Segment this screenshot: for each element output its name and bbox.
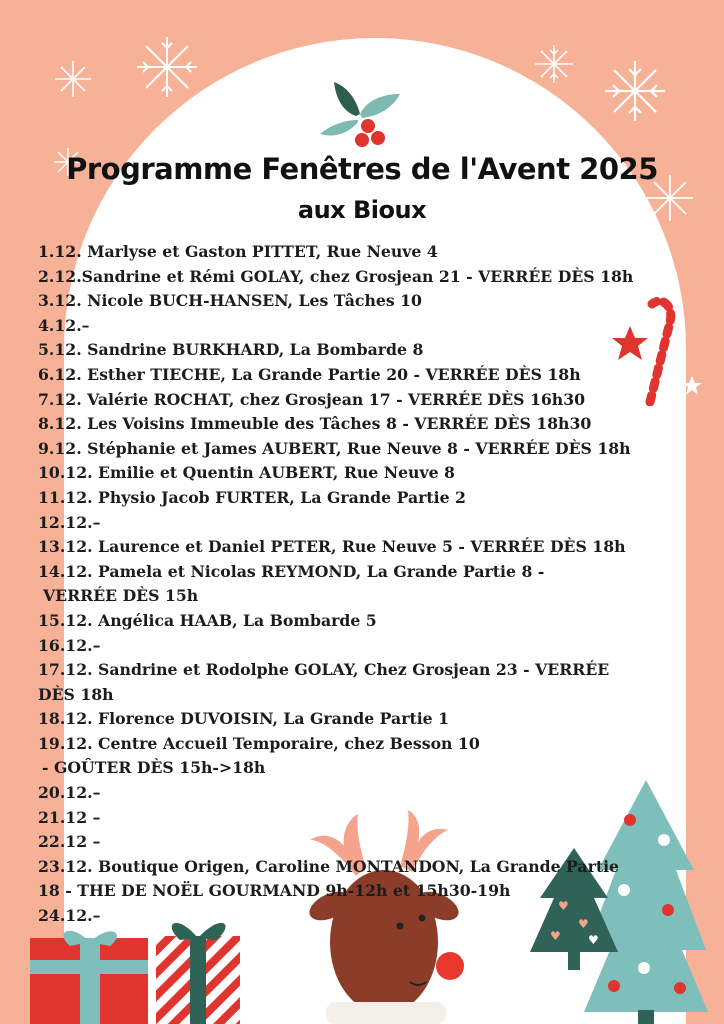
list-item: 18.12. Florence DUVOISIN, La Grande Partie 1	[38, 709, 450, 729]
list-item: 16.12.–	[38, 635, 101, 655]
list-item: 1.12. Marlyse et Gaston PITTET, Rue Neuve 4	[38, 242, 438, 261]
list-item: 6.12. Esther TIECHE, La Grande Partie 20 - VERRÉE DÈS 18h	[38, 364, 581, 384]
advent-schedule-list	[38, 240, 708, 929]
list-item: 11.12. Physio Jacob FURTER, La Grande Partie 2	[38, 487, 466, 507]
page-subtitle: aux Bioux	[297, 196, 427, 224]
list-item: 24.12.–	[38, 906, 101, 926]
list-item: 2.12.Sandrine et Rémi GOLAY, chez Grosjean 21 - VERRÉE DÈS 18h	[38, 266, 634, 286]
list-item: 9.12. Stéphanie et James AUBERT, Rue Neuve 8 - VERRÉE DÈS 18h	[38, 438, 631, 458]
list-item-continuation: - GOÛTER DÈS 15h->18h	[42, 758, 266, 778]
list-item: 7.12. Valérie ROCHAT, chez Grosjean 17 - VERRÉE DÈS 16h30	[38, 389, 586, 409]
list-item: 21.12 –	[38, 807, 101, 827]
list-item: 10.12. Emilie et Quentin AUBERT, Rue Neuve 8	[38, 463, 455, 483]
list-item: 20.12.–	[38, 783, 101, 803]
list-item-continuation: 18 - THE DE NOËL GOURMAND 9h-12h et 15h30-19h	[38, 881, 511, 901]
list-item: 3.12. Nicole BUCH-HANSEN, Les Tâches 10	[38, 291, 422, 311]
list-item-continuation: DÈS 18h	[38, 684, 114, 704]
snowflake-icon	[134, 34, 200, 100]
list-item: 4.12.–	[38, 315, 90, 335]
gift-box-icon	[26, 920, 156, 1024]
svg-text:♥: ♥	[550, 929, 561, 943]
list-item: 22.12 –	[38, 832, 101, 852]
list-item: 23.12. Boutique Origen, Caroline MONTANDON, La Grande Partie	[38, 856, 620, 876]
svg-text:♥: ♥	[558, 899, 569, 913]
list-item: 15.12. Angélica HAAB, La Bombarde 5	[38, 610, 377, 630]
svg-text:♥: ♥	[578, 917, 589, 931]
list-item: 19.12. Centre Accueil Temporaire, chez Besson 10	[38, 733, 480, 753]
list-item: 17.12. Sandrine et Rodolphe GOLAY, Chez Grosjean 23 - VERRÉE	[38, 660, 610, 680]
holly-icon	[314, 76, 406, 152]
snowflake-icon	[52, 58, 94, 100]
page-title: Programme Fenêtres de l'Avent 2025	[66, 152, 658, 186]
snowflake-icon	[602, 58, 668, 124]
svg-text:♥: ♥	[588, 933, 599, 947]
list-item: 5.12. Sandrine BURKHARD, La Bombarde 8	[38, 340, 424, 360]
list-item: 12.12.–	[38, 512, 101, 532]
list-item: 14.12. Pamela et Nicolas REYMOND, La Grande Partie 8 -	[38, 561, 545, 581]
list-item-continuation: VERRÉE DÈS 15h	[43, 586, 199, 606]
snowflake-icon	[532, 42, 576, 86]
list-item: 8.12. Les Voisins Immeuble des Tâches 8 - VERRÉE DÈS 18h30	[38, 414, 592, 434]
list-item: 13.12. Laurence et Daniel PETER, Rue Neuve 5 - VERRÉE DÈS 18h	[38, 537, 626, 557]
